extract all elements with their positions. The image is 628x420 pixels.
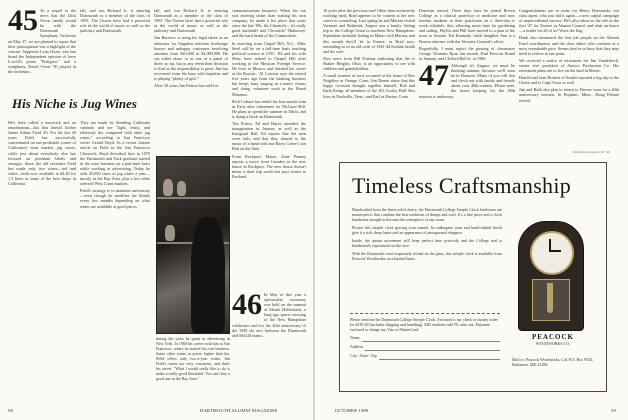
ad-body-para-2: Picture this steeple clock gracing your mantel. Its mahogany stain and hand-rubbed finish give it a rich, deep luster and an appearance of unsurpassed elegance. [352, 225, 502, 235]
class-note-donovan: Donovan retired. Three days later he joined Brown College as a clinical professor of medicine and now teaches students in their practicum on a three-day-a-week schedule, thus allowing more time for gardening and sailing. Phyllis and Phil have moved to a plan of the town to Senator Ted Kennedy, while daughter Ann is a Boston attorney with the Attorney General's office. [419, 8, 515, 44]
clock-face [530, 231, 574, 275]
class-note-coburn: Rick Coburn has ended his four-month stint in Paris after retirement for McGraw-Hill. He plans to spend the summer in Tahiti, and is doing a book on Dartmouth. [232, 98, 306, 119]
right-column-2 [419, 8, 515, 150]
class-note-reunion: A small reunion of sorts occurred at the home of Rex Neighbor in Orange, Conn. Jim Barnet states that this happy occasion brought together himself, Bob and Earle Kemp, all members of the 101 Crosby Hall: Rex lives in Nashville, Tenn., and Earl in Darien, Conn. [323, 73, 415, 99]
field-address-label: Address [350, 344, 364, 349]
class-47-text: Although it's August, we must be thinking autumn, because we'll soon be in Hanover. Many of you will don and check out with family and friends about your 40th reunion. Please note, the house keeping for the 40th reunion is underway. [419, 62, 515, 99]
clock-advertisement [339, 162, 607, 392]
class-note-palmer: Jim and Ruth also plan to return to Denver soon for a 40th anniversary reunion. In Hopkins, Minn., Doug Palmer retired [519, 87, 619, 103]
class-note-owens-cont: fall, and son Richard Jr. is entering Dartmouth as a member of the class of 1993. The Owens have had a powerful role in the world of music as well as the judiciary and Dartmouth. [154, 8, 228, 34]
class-year-47: 47 [419, 58, 449, 92]
class-note-penney: From Rockport, Maine, Zane Penney reports a move from Camden to the new house in Rockport. The new house doesn't mean a short trip south this past winter to Portland. [232, 153, 306, 179]
right-column-1 [323, 8, 415, 150]
wine-photo [156, 156, 230, 334]
address-field[interactable] [365, 344, 500, 351]
article-heading: His Niche is Jug Wines [12, 96, 137, 111]
page-number-left: 58 [8, 408, 13, 413]
article-para-2: They are made by blending California varietals and are "light, fruity, and relatively dry compared with other jug wines," according to San Francisco writer Gerald Boyd. In a recent feature article on Field in the San Francisco Chronicle, Boyd described how in 1970 the Dartmouth and Tuck graduate started in the wine business on a part-time basis while working in advertising. Today he sells 45,000 cases of jug wines a year—mostly in the Bay Area, plus a few other selected West Coast markets. [80, 120, 150, 187]
class-46-text: In May of this year a spectacular ceremony was held on the summit of Mount Hollenbeck, a long-ago sports crossing of the New Hampshire wilderness and for the 40th anniversary of the 1949 ski race between the Dartmouth and McGill teams... [232, 292, 306, 338]
logo-subtitle: WOODWORKS CO. [535, 341, 571, 346]
magazine-name-footer: DARTMOUTH ALUMNI MAGAZINE [200, 408, 278, 413]
field-name-label: Name [350, 335, 360, 340]
article-column-1 [8, 120, 76, 403]
field-city-label: City / State / Zip [350, 353, 377, 358]
ad-smallprint: Clock shown approx. 16" tall [572, 150, 610, 154]
class-note-fortuna: Now news from Bill Fortuna indicating that life is Shaker Heights, Ohio, is an opportunity to see with children and grandchildren. [323, 55, 415, 72]
class-year-46: 46 [232, 292, 262, 321]
ad-body [352, 207, 502, 264]
left-page [0, 0, 313, 420]
class-note-hosken: Harold and Jean Hosken of Seattle reported a big trip to the Orient and to Cape Town as well. [519, 75, 619, 86]
class-note-prince: The Prince, Ed and Hayes attended the inauguration in January as well as the Inaugural Ball. Ed reports that the men wore tails, and that they danced to the music of a band with one Harry Carter's son Bob on the flute. [232, 120, 306, 152]
class-45-column-2 [80, 8, 150, 90]
page-number-right: 59 [611, 408, 616, 413]
class-note-brzezinski: Congratulations are in order for Henry Brzezinski, our class agent, who just did it again—a new capital campaign of unprecedented success. He's also taken on the role as the first '47 for Trustee in Alumni Council and what an honor—a leader for all of us! Wave the flag. [519, 8, 619, 34]
city-state-zip-field[interactable] [379, 353, 500, 360]
article-para-1: He's been called a maverick and an anachronism—but that doesn't bother James Arthur Field '45. For the last 20 years Field has successfully concentrated on one profitable corner of California's wine market, jug wines, while just about everybody else has focused on premium labels and vintages. Since the old seventies Field has made only two wines—red and white—both now available at $4.49 for 1.5 liters in some of the best shops in California. [8, 120, 76, 187]
pendulum [547, 283, 553, 313]
ad-body-para-1: Handcrafted from the finest solid cherry, the Dartmouth College Steeple Clock heirlooms are masterpieces that combine the best traditions of design and craft. It's a fine piece and a clock handsome enough to become the centerpiece of any room. [352, 207, 502, 222]
article-column-2 [80, 120, 150, 403]
right-column-3 [519, 8, 619, 150]
class-note-obituaries: Regretfully, I must report the passing of classmates George Timmins Ryan last month, Paul Prescott Brand in January, and Clifford Bell Jr. in 1986. [419, 45, 515, 61]
class-46-section [232, 292, 306, 404]
article-para-3: Field's strategy is to maintain uniformity—even though he modifies the blends every few months depending on what wines are available at good prices. [80, 188, 150, 209]
class-note-fenton: After 30 years Jim Fenton has sold his [154, 83, 219, 89]
class-note-comm: communications business. When his son was entering rather than starting his own company, he made it his place that years since the late '80s, the Chronicle... it's really good zinfandel and 'Chronicle' 'Hathaway' and the hard heads of the Commodore. [232, 8, 306, 39]
intro-text: As a sequel to the news that the Dick Owen family would be with the Dartmouth Symphony Orchestra on May 27, we are pleased to report that their participation was a highlight of the concert. Supporter Lynn Owen, who has heard the Independent opinion of Jerry Lowell's poem "Pettigrew" and a symphony, David Owen '90 played in the orchestra... [8, 8, 76, 75]
ad-headline: Timeless Craftsmanship [352, 173, 572, 198]
issue-date-footer: OCTOBER 1989 [335, 408, 369, 413]
peacock-logo [510, 333, 596, 346]
name-field[interactable] [362, 335, 500, 342]
ad-body-para-3: Inside, the quartz movement will keep perfect time precisely and the College seal is handsomely reproduced on the face. [352, 238, 502, 248]
class-note-steel: In asserting from Chapel Hill, N.C., Mike Steel will be on a full-time basis teaching political science at UNC. He and his wife Mary have retired to Chapel Hill after working in the Mexican Foreign Service. He lives in Mexico and finished his career at the Boston... Al Cousins says the retired five years ago from the banking business but keeps busy singing in a men's chorus and doing volunteer work at the Heard Museum. [232, 40, 306, 97]
class-note-burrows: Jim Burrows is using his legal talent as an arbitrator for litigation between brokerage houses and unhappy customers involving amounts from $20,000 to $2,000,000. He sits either alone or as one of a panel of three; so far, but in any event their decision is final at the responsibility is great. Jim has recovered from his bout with hepatitis and is playing "plenty of golf." [154, 35, 228, 82]
photo-caption: during the years he spent in advertising in New York. In 1960 his career took him to San Francisco, where he started his own business. Some other wines at prices higher than his, Field offers only two-a-year wines. Jim Field's wines are very consistent, and that's his secret. "What I would really like to do is make a really good Zinfandel. You can't buy a good one in the Bay Area." [156, 336, 230, 381]
class-year-45: 45 [8, 8, 38, 37]
ad-body-para-4: With the Dartmouth crest exquisitely etched on the glass, this steeple clock is available from Peacock Woodworks on a limited basis. [352, 251, 502, 261]
mailing-address: Mail to: Peacock Woodworks, Ltd. P.O. Box 9534, Baltimore, MD 21284 [512, 357, 594, 367]
order-coupon[interactable] [350, 313, 500, 387]
logo-name: PEACOCK [532, 333, 574, 341]
order-text: Please send me the Dartmouth College Steeple Clock. Enclosed is my check or money order for $185.00 (includes shipping and handling). MD residents add 5% sales tax. Payment enclosed or charge my Visa or MasterCard. [350, 317, 498, 332]
class-note-fund: Hank also mentioned the fine job people on the Alumni Fund coordinators and the class editor who continue at a most remarkable pace. Seems they're so busy that they may need to relieve at one point. [519, 35, 619, 56]
class-note-owens: fall, and son Richard Jr. is entering Dartmouth as a member of the class of 1993. The Owens have had a powerful role in the world of music as well as the judiciary and Dartmouth. [80, 8, 150, 34]
class-45-column-3 [154, 8, 228, 153]
steeple-clock-image [510, 213, 590, 333]
class-45-column-4 [232, 8, 306, 288]
class-45-intro [8, 8, 76, 90]
class-note-vanderbeck: We received a notice of retirement for Jim Vanderbeck, senior vice president of Amoco Production Co. His retirement plans are to live on the land in Maine. [519, 57, 619, 74]
class-note-brad: 16 years after the previous one! Other than exclusively working hard, Brad appears to be content at her new career in counseling. Last spring he and Marian visited Vermont and Bethesda; August saw a family fishing trip to the College Grant in northern New Hampshire. September included fishing in Maine with Marian, and this month they'll be in France, as Brad says, reminding us in an old code of 1941-44 Kodiak health and his wife. [323, 8, 415, 54]
